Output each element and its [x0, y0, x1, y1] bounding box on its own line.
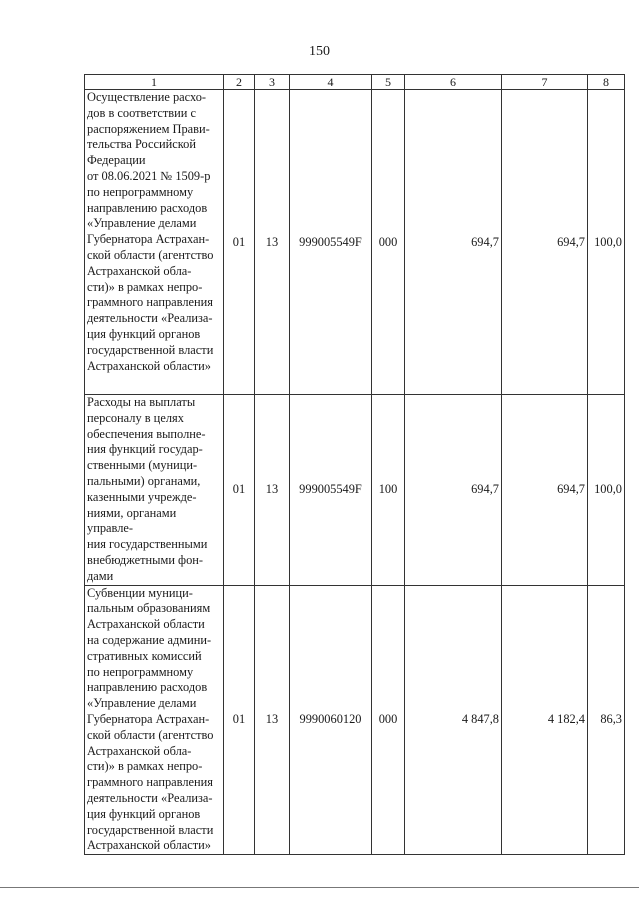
column-header-5: 5 — [372, 75, 405, 90]
section-cell: 01 — [224, 90, 255, 395]
column-header-4: 4 — [290, 75, 372, 90]
column-header-3: 3 — [255, 75, 290, 90]
planned-amount-cell: 694,7 — [405, 90, 502, 395]
table-row — [85, 90, 625, 395]
section-cell: 01 — [224, 395, 255, 586]
description-text: Осуществление расхо- дов в соответствии с распоряжением Прави- тельства Российской Федерации от 08.06.2021 № 1509-р по непрограммному направлению расходов «Управление делами Губернатора Астрахан- ской области (агентство Астраханской обла- сти)» в рамках непро- граммного направления деятельности «Реализа- ция функций органов государственной власти Астраханской области» — [87, 90, 214, 373]
column-header-6: 6 — [405, 75, 502, 90]
percent-cell: 100,0 — [588, 395, 625, 586]
row-description — [85, 90, 224, 395]
table-row — [85, 395, 625, 586]
row-description — [85, 585, 224, 855]
expense-type-cell: 000 — [372, 585, 405, 855]
expense-type-cell: 000 — [372, 90, 405, 395]
column-header-8: 8 — [588, 75, 625, 90]
bottom-divider — [0, 887, 639, 888]
table-row — [85, 585, 625, 855]
page-number: 150 — [309, 44, 330, 59]
percent-cell: 100,0 — [588, 90, 625, 395]
column-header-2: 2 — [224, 75, 255, 90]
expense-type-cell: 100 — [372, 395, 405, 586]
executed-amount-cell: 694,7 — [502, 395, 588, 586]
table-body — [85, 90, 625, 855]
subsection-cell: 13 — [255, 585, 290, 855]
column-header-7: 7 — [502, 75, 588, 90]
column-header-1: 1 — [85, 75, 224, 90]
target-article-cell: 999005549F — [290, 90, 372, 395]
subsection-cell: 13 — [255, 90, 290, 395]
executed-amount-cell: 4 182,4 — [502, 585, 588, 855]
budget-table — [84, 74, 625, 855]
executed-amount-cell: 694,7 — [502, 90, 588, 395]
subsection-cell: 13 — [255, 395, 290, 586]
header-row — [85, 75, 625, 90]
row-description — [85, 395, 224, 586]
planned-amount-cell: 694,7 — [405, 395, 502, 586]
target-article-cell: 9990060120 — [290, 585, 372, 855]
table-header — [85, 75, 625, 90]
target-article-cell: 999005549F — [290, 395, 372, 586]
planned-amount-cell: 4 847,8 — [405, 585, 502, 855]
percent-cell: 86,3 — [588, 585, 625, 855]
section-cell: 01 — [224, 585, 255, 855]
description-text: Расходы на выплаты персоналу в целях обеспечения выполне- ния функций государ- ственными (муници- пальными) органами, казенными учрежде- ниями, органами управле- ния государственными внебюджетными фон- дами — [87, 395, 208, 583]
description-text: Субвенции муници- пальным образованиям Астраханской области на содержание админи- стративных комиссий по непрограммному направлению расходов «Управление делами Губернатора Астрахан- ской области (агентство Астраханской обла- сти)» в рамках непро- граммного направления деятельности «Реализа- ция функций органов государственной власти Астраханской области» — [87, 585, 214, 853]
